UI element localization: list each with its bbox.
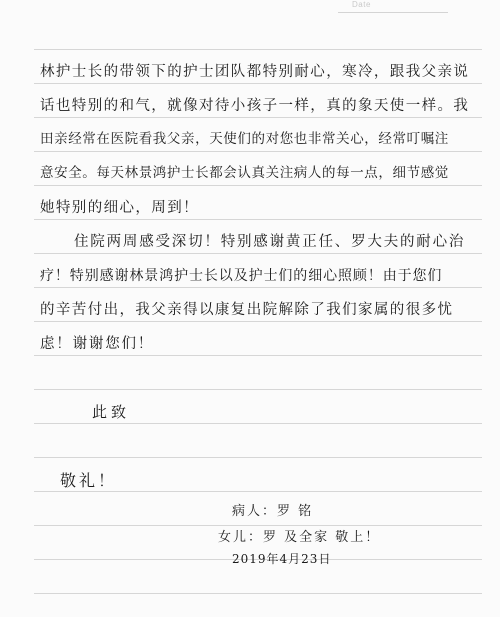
ruled-line (34, 525, 482, 526)
ruled-line (34, 219, 482, 220)
ruled-line (34, 83, 482, 84)
ruled-line (34, 253, 482, 254)
date-label: Date (352, 0, 371, 9)
ruled-line (34, 423, 482, 424)
ruled-line (34, 151, 482, 152)
ruled-line (34, 49, 482, 50)
letter-closing: 此致 (92, 403, 131, 421)
letter-date: 2019年4月23日 (232, 552, 332, 566)
letter-line: 话也特别的和气，就像对待小孩子一样，真的象天使一样。我 (40, 98, 470, 114)
ruled-line (34, 355, 482, 356)
letter-line: 住院两周感受深切！特别感谢黄正任、罗大夫的耐心治 (74, 234, 466, 250)
ruled-line (34, 321, 482, 322)
letter-line: 她特别的细心，周到！ (40, 200, 199, 216)
letter-line: 林护士长的带领下的护士团队都特别耐心，寒冷，跟我父亲说 (40, 64, 470, 80)
signature-patient: 病人：罗 铭 (232, 504, 314, 519)
letter-line: 田亲经常在医院看我父亲，天使们的对您也非常关心，经常叮嘱注 (40, 131, 449, 147)
ruled-line (34, 457, 482, 458)
signature-daughter: 女儿：罗 及全家 敬上！ (218, 530, 381, 545)
letter-line: 意安全。每天林景鸿护士长都会认真关注病人的每一点，细节感觉 (40, 165, 449, 181)
letter-line: 疗！特别感谢林景鸿护士长以及护士们的细心照顾！由于您们 (40, 268, 443, 284)
ruled-line (34, 491, 482, 492)
letter-line: 的辛苦付出，我父亲得以康复出院解除了我们家属的很多忧 (40, 302, 454, 318)
date-rule (338, 12, 448, 13)
ruled-line (34, 185, 482, 186)
ruled-line (34, 287, 482, 288)
letter-line: 虑！谢谢您们！ (40, 336, 155, 352)
ruled-line (34, 593, 482, 594)
ruled-line (34, 389, 482, 390)
letter-salute: 敬礼！ (60, 471, 118, 490)
ruled-line (34, 117, 482, 118)
